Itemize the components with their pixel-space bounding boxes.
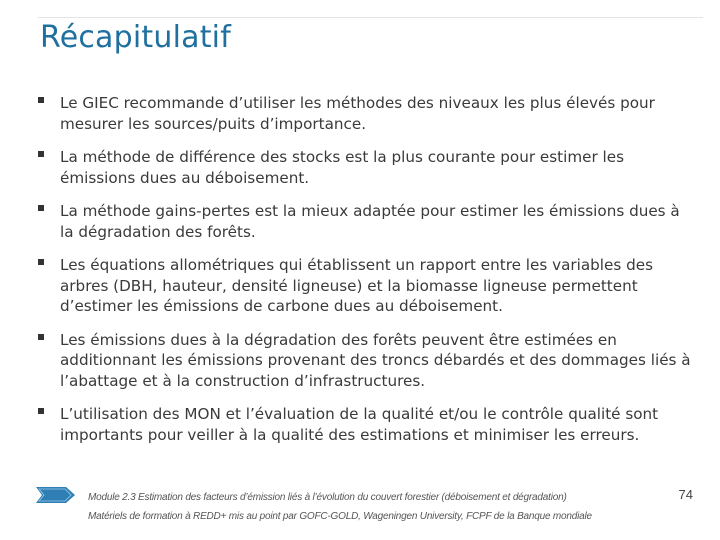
- arrow-chevron-icon: [36, 486, 76, 504]
- bullet-square-icon: [38, 408, 44, 414]
- bullet-square-icon: [38, 334, 44, 340]
- bullet-item: [38, 330, 698, 392]
- slide-title: Récapitulatif: [40, 20, 231, 55]
- bullet-item: [38, 404, 698, 445]
- bullet-square-icon: [38, 259, 44, 265]
- footer-module-line: Module 2.3 Estimation des facteurs d’émission liés à l’évolution du couvert forestier (déboisement et dégradation): [88, 492, 567, 503]
- bullet-text: La méthode de différence des stocks est la plus courante pour estimer les émissions dues au déboisement.: [60, 148, 625, 187]
- bullet-square-icon: [38, 151, 44, 157]
- footer-credits: [88, 488, 688, 526]
- bullet-item: [38, 201, 698, 242]
- bullet-text: L’utilisation des MON et l’évaluation de la qualité et/ou le contrôle qualité sont importants pour veiller à la qualité des estimations et minimiser les erreurs.: [60, 405, 659, 444]
- footer-materials-line: Matériels de formation à REDD+ mis au point par GOFC-GOLD, Wageningen University, FCPF de la Banque mondiale: [88, 511, 592, 522]
- page-number: 74: [678, 487, 693, 502]
- bullet-square-icon: [38, 205, 44, 211]
- bullet-text: La méthode gains-pertes est la mieux adaptée pour estimer les émissions dues à la dégradation des forêts.: [60, 202, 680, 241]
- bullet-text: Les émissions dues à la dégradation des forêts peuvent être estimées en additionnant les émissions provenant des troncs débardés et des dommages liés à l’abattage et à la construction d’infrastructures.: [60, 330, 691, 390]
- bullet-list: [38, 93, 698, 458]
- bullet-text: Les équations allométriques qui établissent un rapport entre les variables des arbres (DBH, hauteur, densité ligneuse) et la biomasse ligneuse permettent d’estimer les émissions de carbone dues au déboisement.: [60, 256, 653, 315]
- top-divider: [38, 17, 703, 18]
- bullet-item: [38, 255, 698, 317]
- bullet-square-icon: [38, 97, 44, 103]
- bullet-item: [38, 93, 698, 134]
- bullet-item: [38, 147, 698, 188]
- bullet-text: Le GIEC recommande d’utiliser les méthodes des niveaux les plus élevés pour mesurer les sources/puits d’importance.: [60, 94, 655, 133]
